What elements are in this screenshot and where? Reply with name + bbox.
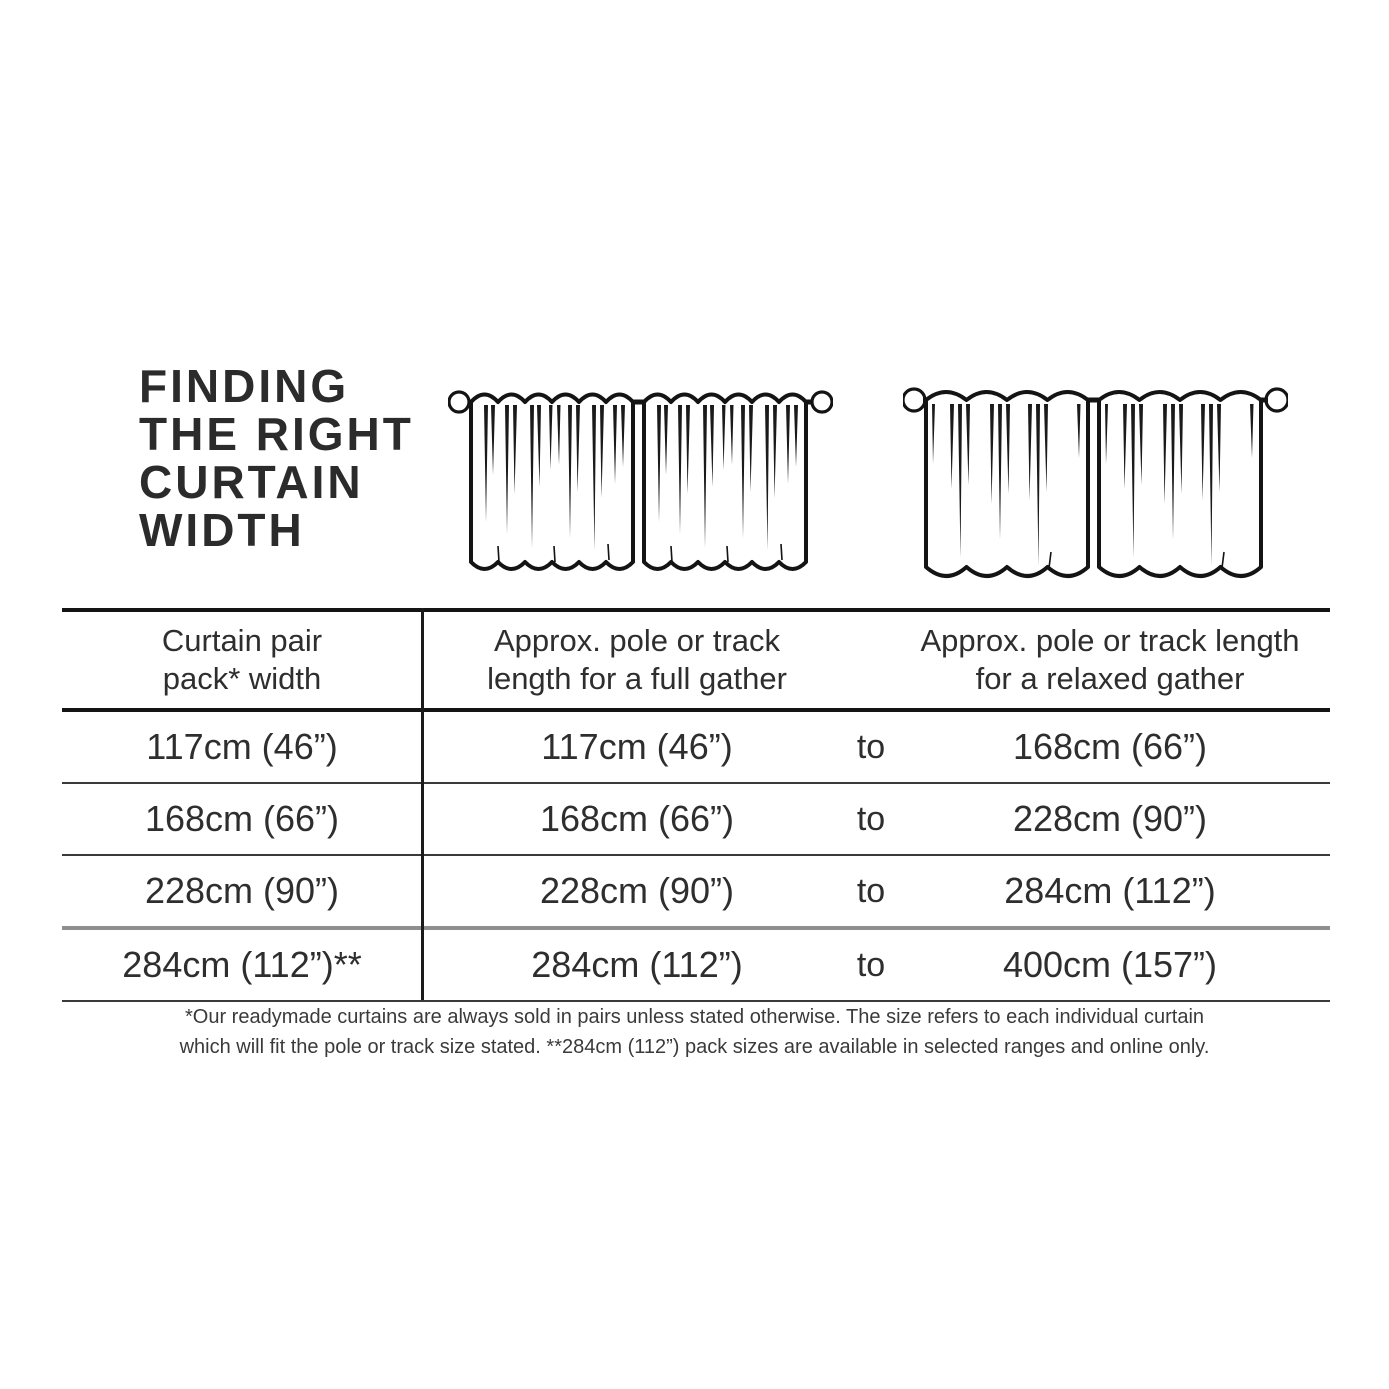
curtain-pair-relaxed-gather-icon <box>903 372 1288 587</box>
curtain-size-table <box>62 608 1330 1002</box>
header-full-gather <box>422 622 852 698</box>
header-line: Approx. pole or track length <box>920 623 1300 658</box>
header-line: for a relaxed gather <box>975 661 1245 696</box>
table-row <box>62 782 1330 854</box>
full-gather-value: 228cm (90”) <box>539 870 735 911</box>
page-title <box>139 362 414 554</box>
page-title-line: FINDING <box>139 360 350 412</box>
page-title-line: CURTAIN <box>139 456 364 508</box>
footnote <box>0 1002 1389 1062</box>
pack-width-value: 284cm (112”)** <box>122 944 362 985</box>
table-row <box>62 926 1330 1000</box>
header-pack-width <box>62 622 422 698</box>
header-line: Approx. pole or track <box>493 623 781 658</box>
footnote-line: which will fit the pole or track size stated. **284cm (112”) pack sizes are available in selected ranges and online only. <box>179 1036 1210 1058</box>
relaxed-gather-value: 228cm (90”) <box>1012 798 1208 839</box>
table-header-row <box>62 608 1330 712</box>
pack-width-value: 117cm (46”) <box>146 726 338 767</box>
relaxed-gather-value: 400cm (157”) <box>1002 944 1218 985</box>
curtain-pair-full-gather-icon <box>448 372 833 584</box>
relaxed-gather-value: 168cm (66”) <box>1012 726 1208 767</box>
full-gather-value: 117cm (46”) <box>541 726 733 767</box>
page-title-line: THE RIGHT <box>139 408 414 460</box>
page-title-line: WIDTH <box>139 504 305 556</box>
full-gather-value: 168cm (66”) <box>539 798 735 839</box>
relaxed-gather-value: 284cm (112”) <box>1004 870 1216 911</box>
header-line: length for a full gather <box>487 661 787 696</box>
header-line: pack* width <box>162 661 322 696</box>
header-line: Curtain pair <box>161 623 323 658</box>
range-connector: to <box>856 727 886 766</box>
table-row <box>62 712 1330 782</box>
column-divider-line <box>421 608 424 1000</box>
pack-width-value: 228cm (90”) <box>144 870 340 911</box>
table-row <box>62 854 1330 926</box>
full-gather-value: 284cm (112”) <box>531 944 743 985</box>
footnote-line: *Our readymade curtains are always sold in pairs unless stated otherwise. The size refers to each individual curtain <box>184 1006 1205 1028</box>
header-relaxed-gather <box>890 622 1330 698</box>
range-connector: to <box>856 945 886 984</box>
range-connector: to <box>856 871 886 910</box>
range-connector: to <box>856 799 886 838</box>
pack-width-value: 168cm (66”) <box>144 798 340 839</box>
